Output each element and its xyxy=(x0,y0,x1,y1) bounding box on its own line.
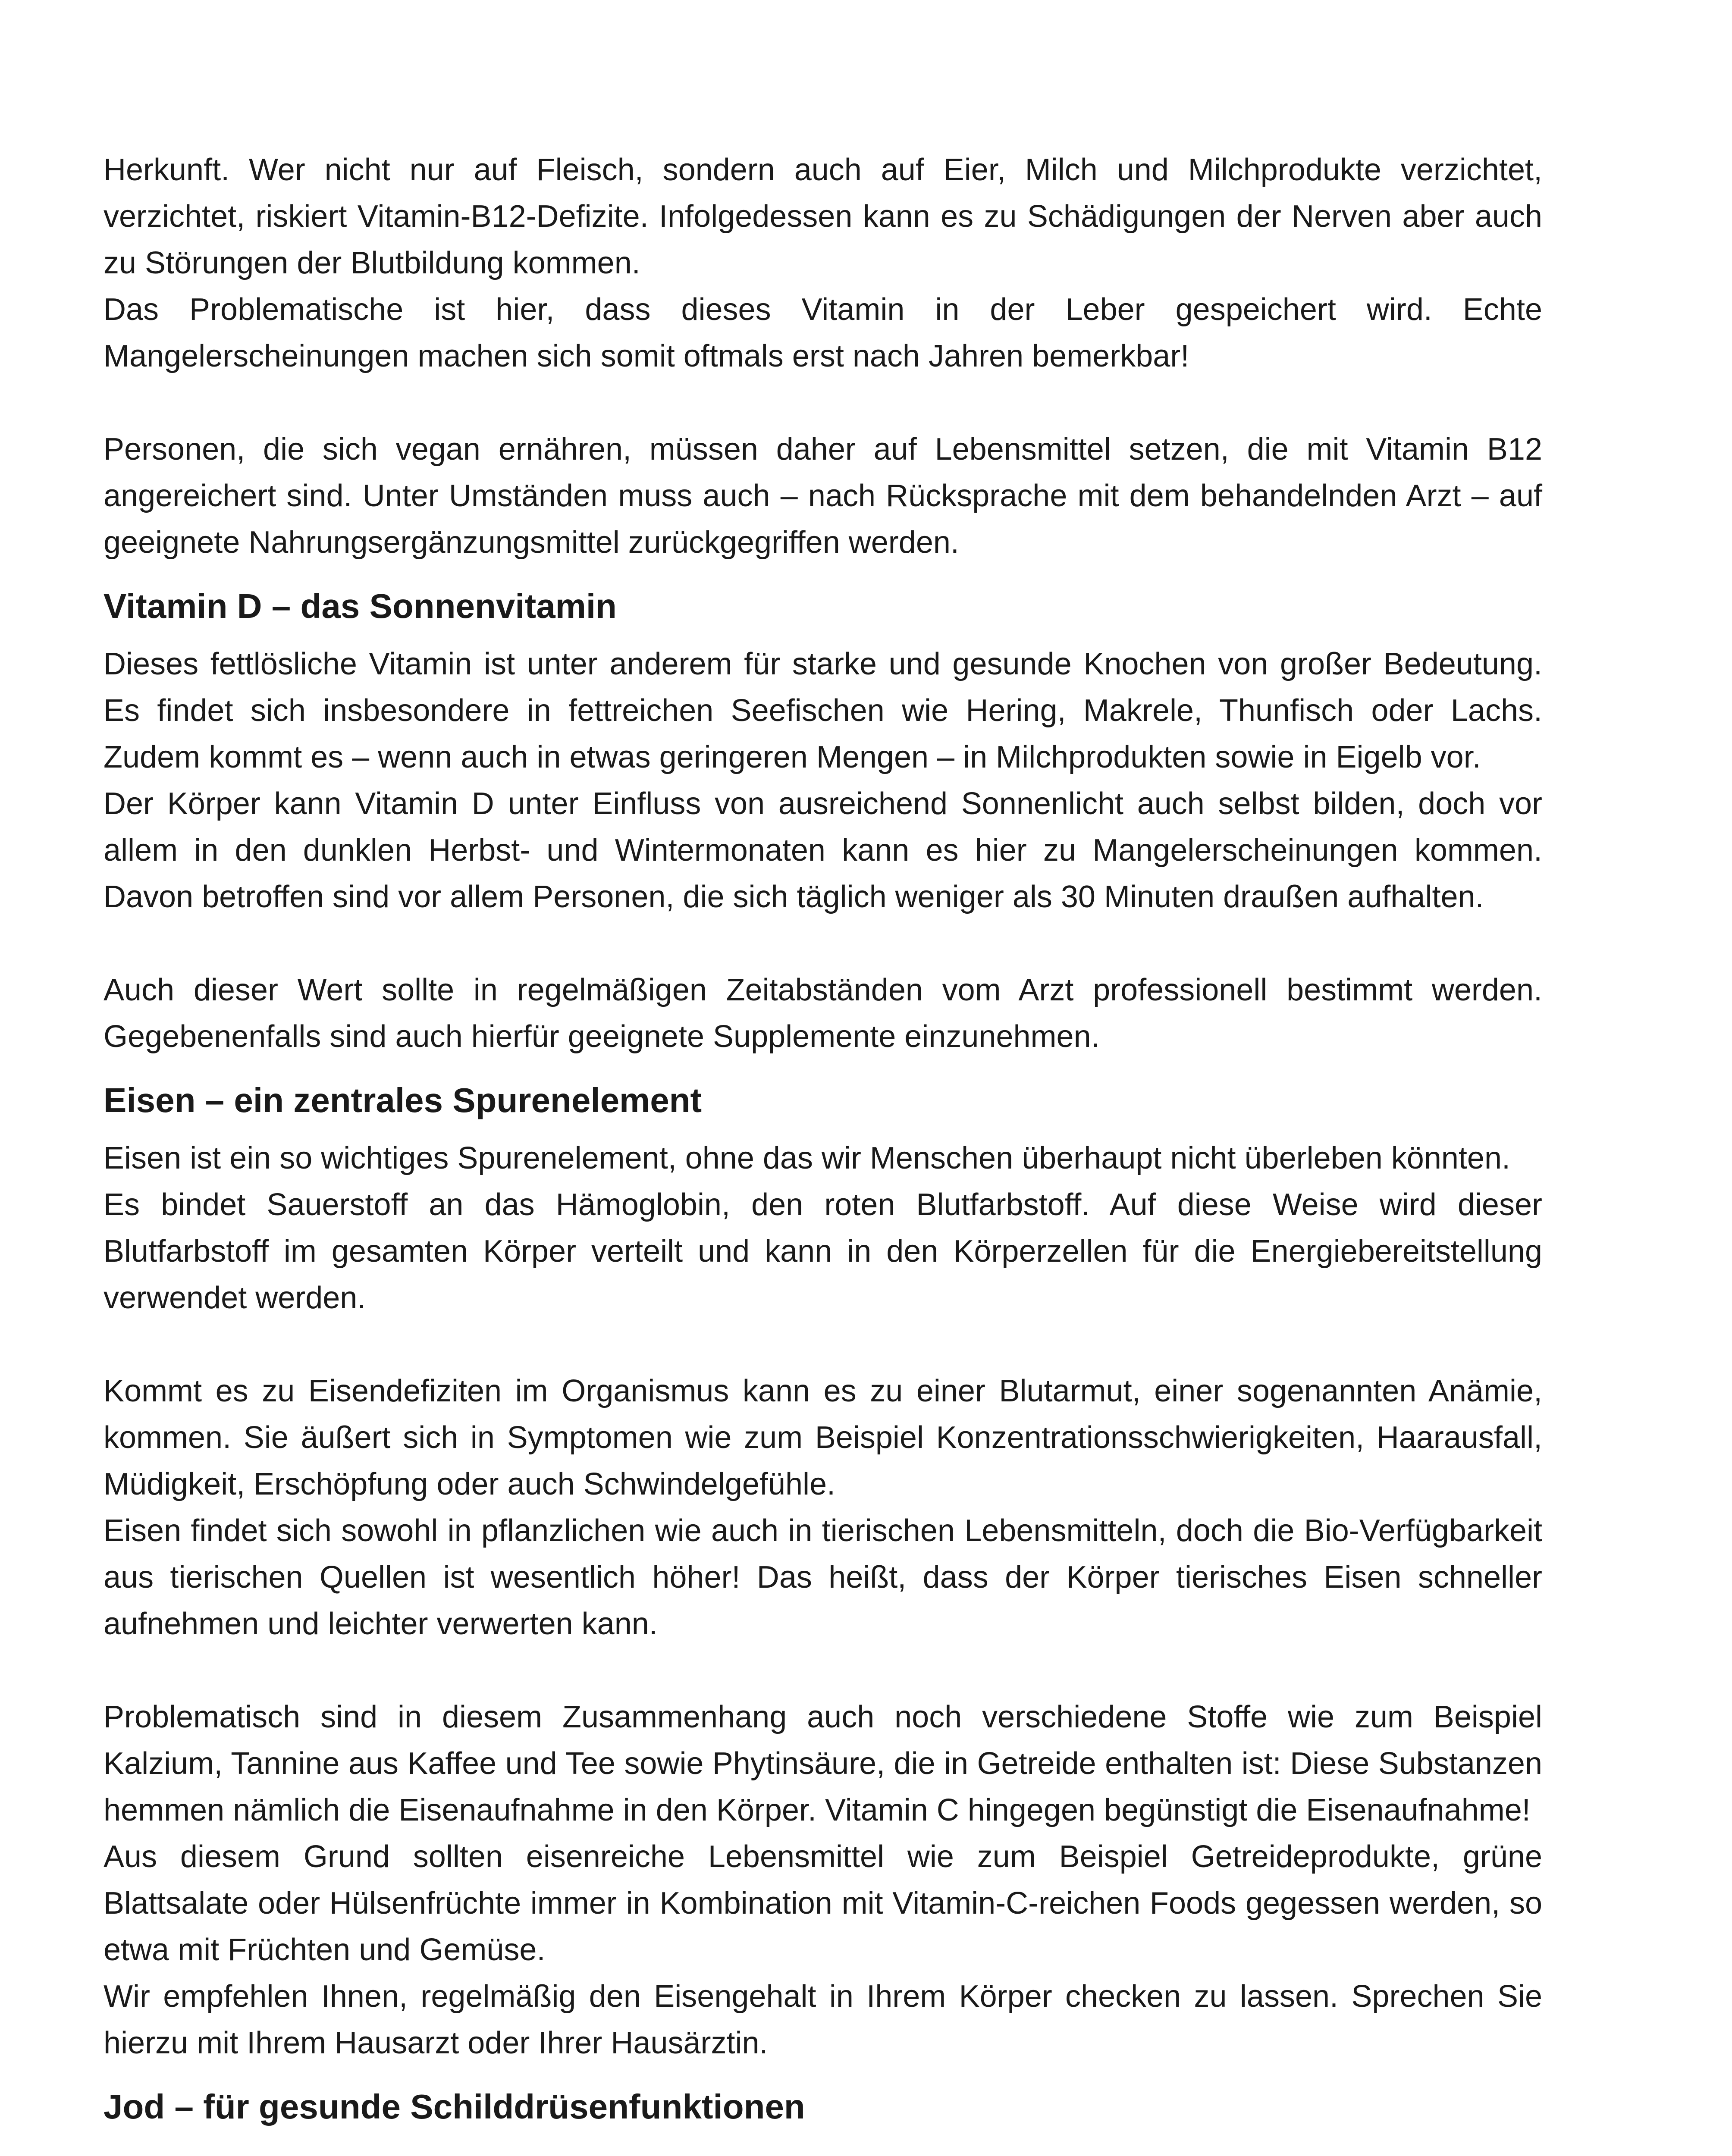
paragraph-b12-vegan: Personen, die sich vegan ernähren, müssen daher auf Lebensmittel setzen, die mit Vitamin B12 angereichert sind. Unter Umständen muss auch – nach Rücksprache mit dem behandelnden Arzt – auf geeignete Nahrungsergänzungsmittel zurückgegriffen werden. xyxy=(104,432,1542,560)
paragraph-vitamin-d-sonnenlicht: Der Körper kann Vitamin D unter Einfluss von ausreichend Sonnenlicht auch selbst bilden, doch vor allem in den dunklen Herbst- und Wintermonaten kann es hier zu Mangelerscheinungen kommen. Davon betroffen sind vor allem Personen, die sich täglich weniger als 30 Minuten draußen aufhalten. xyxy=(104,787,1542,914)
paragraph-b12-leber: Das Problematische ist hier, dass dieses Vitamin in der Leber gespeichert wird. Echte Mangelerscheinungen machen sich somit oftmals erst nach Jahren bemerkbar! xyxy=(104,292,1542,373)
heading-jod: Jod – für gesunde Schilddrüsenfunktionen xyxy=(104,2087,805,2126)
heading-eisen: Eisen – ein zentrales Spurenelement xyxy=(104,1081,702,1119)
paragraph-gap xyxy=(104,379,1542,426)
paragraph-vitamin-d-knochen: Dieses fettlösliche Vitamin ist unter anderem für starke und gesunde Knochen von großer Bedeutung. Es findet sich insbesondere in fettreichen Seefischen wie Hering, Makrele, Thunfisch oder Lachs. Zudem kommt es – wenn auch in etwas geringeren Mengen – in Milchprodukten sowie in Eigelb vor. xyxy=(104,647,1542,774)
paragraph-eisen-kombination: Aus diesem Grund sollten eisenreiche Lebensmittel wie zum Beispiel Getreideprodukte, grüne Blattsalate oder Hülsenfrüchte immer in Kombination mit Vitamin-C-reichen Foods gegessen werden, so etwa mit Früchten und Gemüse. xyxy=(104,1839,1542,1967)
paragraph-eisen-empfehlung: Wir empfehlen Ihnen, regelmäßig den Eisengehalt in Ihrem Körper checken zu lassen. Sprechen Sie hierzu mit Ihrem Hausarzt oder Ihrer Hausärztin. xyxy=(104,1979,1542,2060)
paragraph-gap xyxy=(104,1321,1542,1368)
paragraph-eisen-haemoglobin: Es bindet Sauerstoff an das Hämoglobin, den roten Blutfarbstoff. Auf diese Weise wird dieser Blutfarbstoff im gesamten Körper verteilt und kann in den Körperzellen für die Energiebereitstellung verwendet werden. xyxy=(104,1188,1542,1315)
paragraph-gap xyxy=(104,920,1542,967)
heading-vitamin-d: Vitamin D – das Sonnenvitamin xyxy=(104,587,617,625)
paragraph-gap xyxy=(104,1647,1542,1694)
paragraph-eisen-hemmstoffe: Problematisch sind in diesem Zusammenhang auch noch verschiedene Stoffe wie zum Beispiel Kalzium, Tannine aus Kaffee und Tee sowie Phytinsäure, die in Getreide enthalten ist: Diese Substanzen hemmen nämlich die Eisenaufnahme in den Körper. Vitamin C hingegen begünstigt die Eisenaufnahme! xyxy=(104,1700,1542,1827)
paragraph-eisen-anaemie: Kommt es zu Eisendefiziten im Organismus kann es zu einer Blutarmut, einer sogenannten Anämie, kommen. Sie äußert sich in Symptomen wie zum Beispiel Konzentrationsschwierigkeiten, Haarausfall, Müdigkeit, Erschöpfung oder auch Schwindelgefühle. xyxy=(104,1374,1542,1501)
page-body xyxy=(104,147,1542,2141)
paragraph-eisen-bioverfuegbarkeit: Eisen findet sich sowohl in pflanzlichen wie auch in tierischen Lebensmitteln, doch die Bio-Verfügbarkeit aus tierischen Quellen ist wesentlich höher! Das heißt, dass der Körper tierisches Eisen schneller aufnehmen und leichter verwerten kann. xyxy=(104,1514,1542,1641)
paragraph-eisen-wichtig: Eisen ist ein so wichtiges Spurenelement, ohne das wir Menschen überhaupt nicht überleben könnten. xyxy=(104,1141,1511,1175)
paragraph-b12-herkunft: Herkunft. Wer nicht nur auf Fleisch, sondern auch auf Eier, Milch und Milchprodukte verzichtet, verzichtet, riskiert Vitamin-B12-Defizite. Infolgedessen kann es zu Schädigungen der Nerven aber auch zu Störungen der Blutbildung kommen. xyxy=(104,153,1542,280)
paragraph-vitamin-d-arzt: Auch dieser Wert sollte in regelmäßigen Zeitabständen vom Arzt professionell bestimmt werden. Gegebenenfalls sind auch hierfür geeignete Supplemente einzunehmen. xyxy=(104,973,1542,1054)
